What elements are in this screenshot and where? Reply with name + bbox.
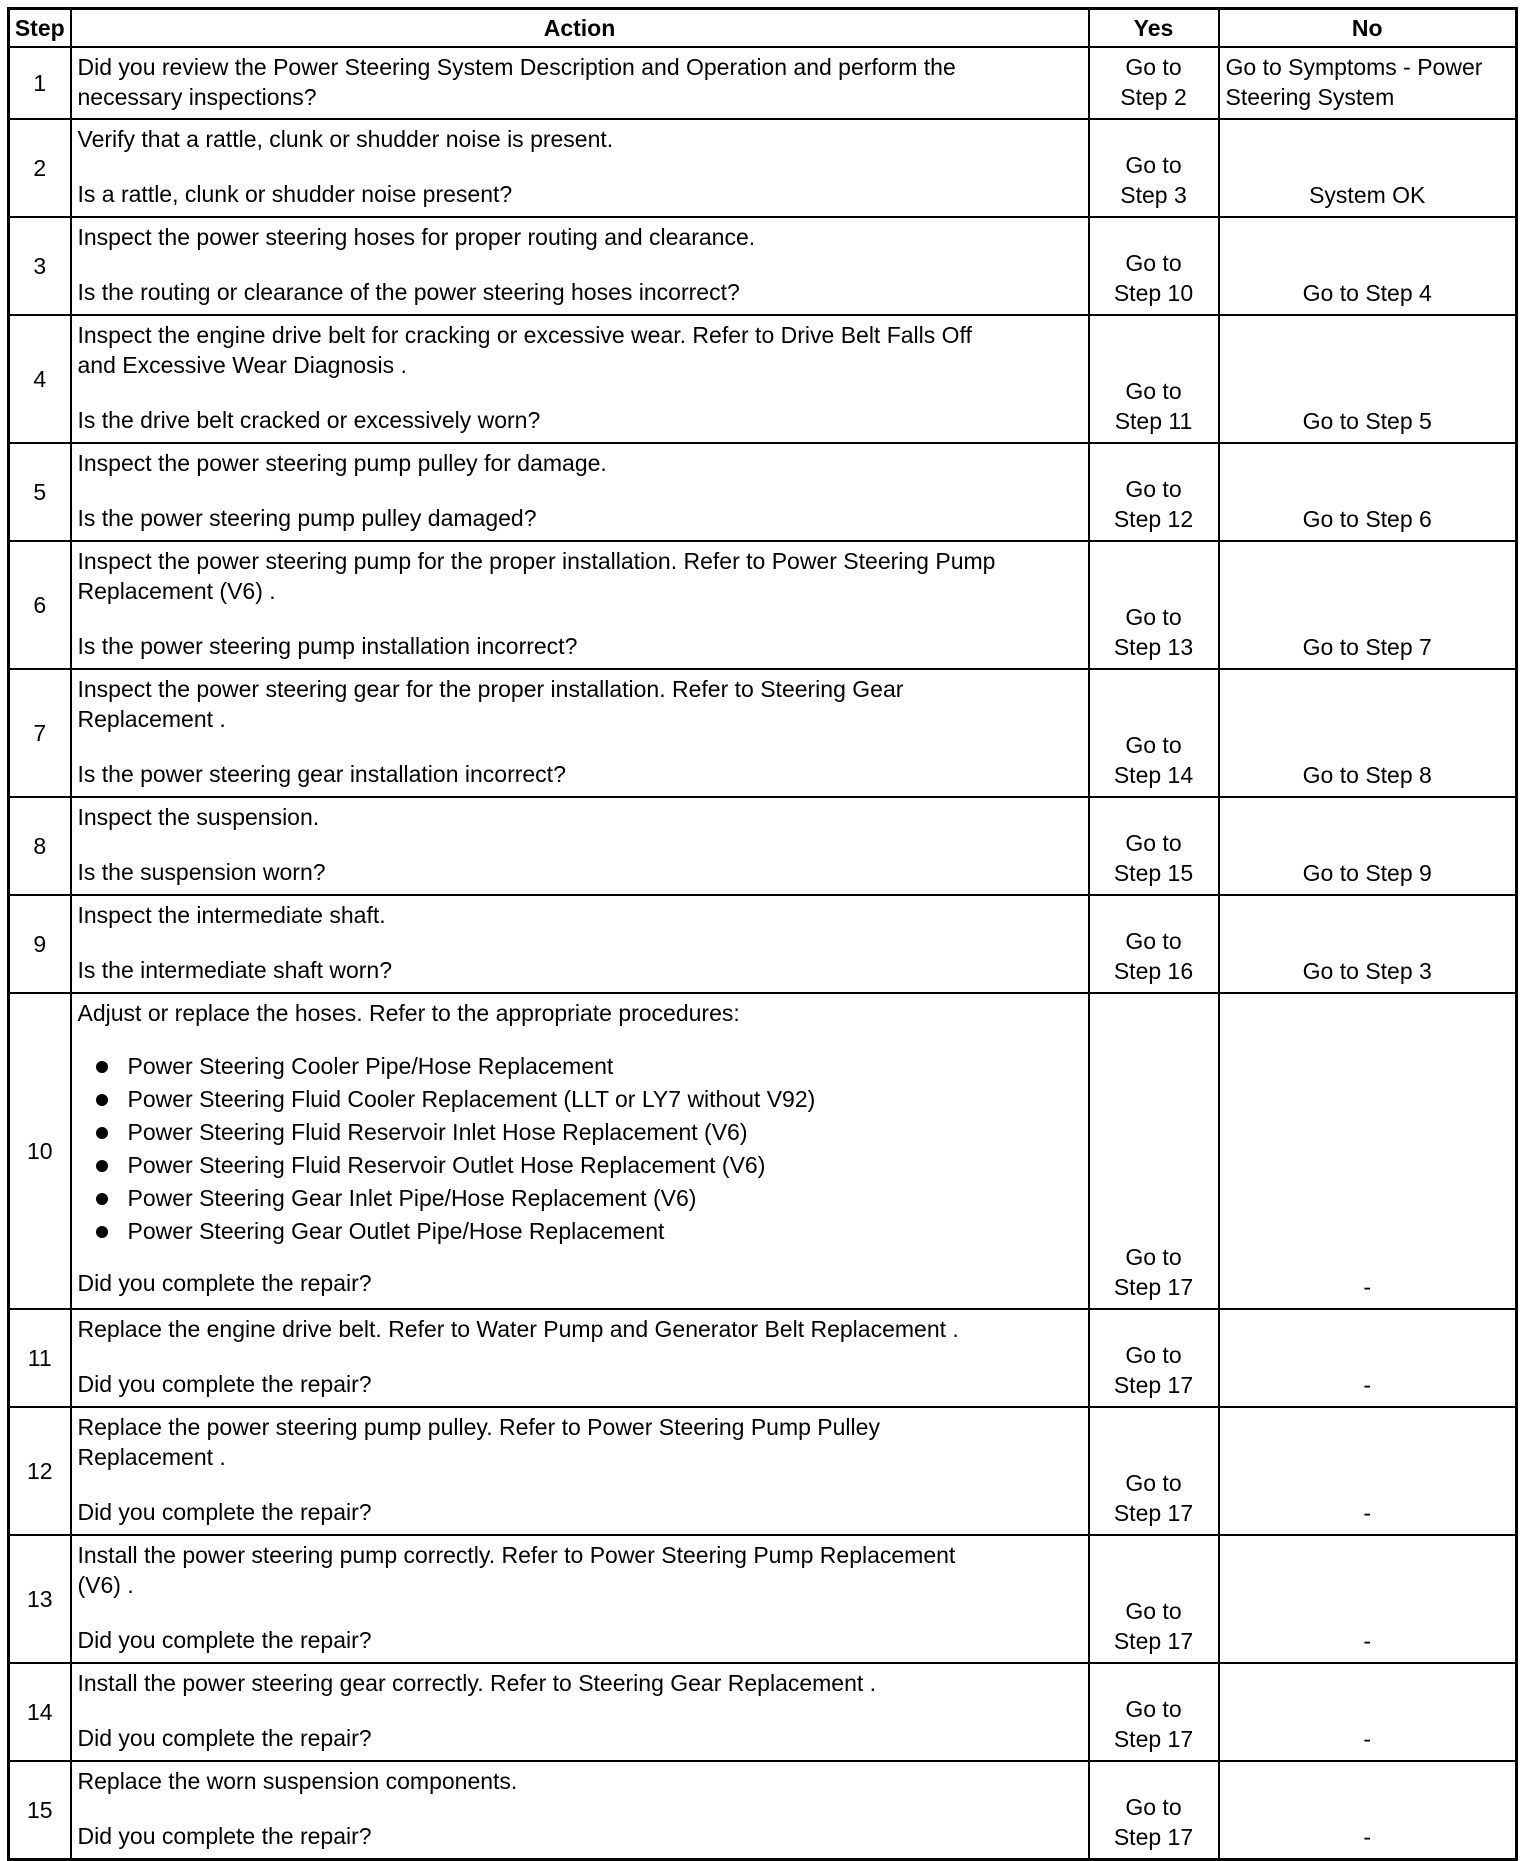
list-item-text: Power Steering Gear Inlet Pipe/Hose Replacement (V6) — [127, 1185, 697, 1211]
yes-cell — [1089, 1407, 1219, 1535]
list-item — [78, 1149, 1082, 1182]
action-question: Did you complete the repair? — [77, 1627, 372, 1653]
no-cell: - — [1219, 993, 1517, 1309]
table-row — [9, 1761, 1517, 1859]
yes-line2: Step 17 — [1113, 1372, 1194, 1398]
action-question: Did you complete the repair? — [77, 1725, 372, 1751]
header-step: Step — [9, 9, 71, 48]
yes-cell — [1089, 669, 1219, 797]
no-cell — [1219, 47, 1517, 119]
yes-line1: Go to — [1125, 1696, 1182, 1722]
yes-line1: Go to — [1125, 1342, 1182, 1368]
action-text-line2: (V6) . — [77, 1572, 134, 1598]
list-item — [78, 1050, 1082, 1083]
header-yes: Yes — [1089, 9, 1219, 48]
action-question: Is the suspension worn? — [77, 859, 326, 885]
step-number: 2 — [9, 119, 71, 217]
no-cell: - — [1219, 1535, 1517, 1663]
yes-line1: Go to — [1125, 1244, 1182, 1270]
action-question: Did you complete the repair? — [77, 1823, 372, 1849]
action-cell — [71, 1535, 1089, 1663]
step-number: 1 — [9, 47, 71, 119]
no-cell: - — [1219, 1663, 1517, 1761]
action-question: Is the drive belt cracked or excessively worn? — [77, 407, 541, 433]
yes-cell — [1089, 119, 1219, 217]
no-cell: Go to Step 7 — [1219, 541, 1517, 669]
yes-line1: Go to — [1125, 378, 1182, 404]
action-text-line1: Replace the power steering pump pulley. Refer to Power Steering Pump Pulley — [77, 1414, 880, 1440]
step-number: 15 — [9, 1761, 71, 1859]
step-number: 4 — [9, 315, 71, 443]
diagnostic-table-container — [7, 7, 1518, 1861]
yes-line2: Step 17 — [1113, 1726, 1194, 1752]
yes-line1: Go to — [1125, 54, 1182, 80]
list-item-text: Power Steering Gear Outlet Pipe/Hose Replacement — [127, 1218, 665, 1244]
table-row — [9, 119, 1517, 217]
action-text-line2: Replacement . — [77, 706, 226, 732]
table-row — [9, 797, 1517, 895]
action-cell — [71, 315, 1089, 443]
yes-cell — [1089, 443, 1219, 541]
no-cell: Go to Step 9 — [1219, 797, 1517, 895]
action-text: Adjust or replace the hoses. Refer to the appropriate procedures: — [77, 1000, 740, 1026]
yes-cell — [1089, 993, 1219, 1309]
yes-line1: Go to — [1125, 604, 1182, 630]
yes-cell — [1089, 895, 1219, 993]
yes-line2: Step 17 — [1113, 1500, 1194, 1526]
table-row — [9, 315, 1517, 443]
no-cell: Go to Step 3 — [1219, 895, 1517, 993]
yes-cell — [1089, 217, 1219, 315]
action-cell — [71, 669, 1089, 797]
action-question: Is the power steering pump pulley damaged? — [77, 505, 537, 531]
action-cell — [71, 119, 1089, 217]
list-item-text: Power Steering Cooler Pipe/Hose Replacement — [127, 1053, 614, 1079]
action-question: Is the power steering pump installation incorrect? — [77, 633, 578, 659]
list-item-text: Power Steering Fluid Reservoir Inlet Hose Replacement (V6) — [127, 1119, 748, 1145]
bullet-icon — [96, 1160, 108, 1172]
action-text: Replace the engine drive belt. Refer to Water Pump and Generator Belt Replacement . — [77, 1316, 959, 1342]
table-row — [9, 47, 1517, 119]
step-number: 11 — [9, 1309, 71, 1407]
action-text-line1: Inspect the power steering pump for the proper installation. Refer to Power Steering Pump — [77, 548, 996, 574]
no-cell: - — [1219, 1407, 1517, 1535]
table-row — [9, 1663, 1517, 1761]
table-row — [9, 217, 1517, 315]
action-text-line2: Replacement (V6) . — [77, 578, 276, 604]
table-row — [9, 669, 1517, 797]
action-cell — [71, 1407, 1089, 1535]
action-question: Is the routing or clearance of the power steering hoses incorrect? — [77, 279, 740, 305]
bullet-icon — [96, 1127, 108, 1139]
no-cell: - — [1219, 1309, 1517, 1407]
yes-cell — [1089, 797, 1219, 895]
step-number: 8 — [9, 797, 71, 895]
action-cell — [71, 895, 1089, 993]
step-number: 3 — [9, 217, 71, 315]
bullet-icon — [96, 1193, 108, 1205]
yes-cell — [1089, 1309, 1219, 1407]
no-cell: Go to Step 4 — [1219, 217, 1517, 315]
yes-line1: Go to — [1125, 152, 1182, 178]
table-row — [9, 895, 1517, 993]
yes-line2: Step 17 — [1113, 1823, 1194, 1850]
no-line1: Go to Symptoms - Power — [1225, 54, 1483, 80]
bullet-icon — [96, 1094, 108, 1106]
yes-line2: Step 17 — [1113, 1628, 1194, 1654]
action-text-line1: Inspect the engine drive belt for cracking or excessive wear. Refer to Drive Belt Falls Off — [77, 322, 972, 348]
table-row — [9, 541, 1517, 669]
action-cell — [71, 1309, 1089, 1407]
action-text-line2: Replacement . — [77, 1444, 226, 1470]
action-text: Inspect the suspension. — [77, 804, 320, 830]
step-number: 13 — [9, 1535, 71, 1663]
yes-line1: Go to — [1125, 928, 1182, 954]
yes-line1: Go to — [1125, 830, 1182, 856]
yes-line1: Go to — [1125, 1793, 1182, 1820]
list-item — [78, 1083, 1082, 1116]
yes-line2: Step 15 — [1113, 860, 1194, 886]
action-cell — [71, 217, 1089, 315]
action-text: Verify that a rattle, clunk or shudder noise is present. — [77, 126, 614, 152]
diagnostic-table — [7, 7, 1518, 1861]
action-cell — [71, 1663, 1089, 1761]
yes-line1: Go to — [1125, 476, 1182, 502]
table-row — [9, 1309, 1517, 1407]
no-cell: Go to Step 8 — [1219, 669, 1517, 797]
step-number: 7 — [9, 669, 71, 797]
action-text: Replace the worn suspension components. — [77, 1768, 518, 1794]
yes-cell — [1089, 1663, 1219, 1761]
step-number: 14 — [9, 1663, 71, 1761]
yes-cell — [1089, 47, 1219, 119]
yes-cell — [1089, 1535, 1219, 1663]
action-text: Inspect the intermediate shaft. — [77, 902, 386, 928]
step-number: 6 — [9, 541, 71, 669]
action-cell — [71, 797, 1089, 895]
action-text: Did you review the Power Steering System Description and Operation and perform the necessary inspections? — [77, 54, 956, 110]
table-row — [9, 1535, 1517, 1663]
step-number: 5 — [9, 443, 71, 541]
action-question: Did you complete the repair? — [77, 1371, 372, 1397]
no-cell: - — [1219, 1761, 1517, 1859]
action-cell — [71, 443, 1089, 541]
header-row — [9, 9, 1517, 48]
step-number: 9 — [9, 895, 71, 993]
list-item — [78, 1116, 1082, 1149]
list-item — [78, 1182, 1082, 1215]
no-line2: Steering System — [1225, 84, 1395, 110]
action-text-line2: and Excessive Wear Diagnosis . — [77, 352, 407, 378]
action-question: Is the power steering gear installation incorrect? — [77, 761, 566, 787]
action-question: Did you complete the repair? — [77, 1270, 372, 1296]
yes-line2: Step 13 — [1113, 634, 1194, 660]
header-no: No — [1219, 9, 1517, 48]
action-question: Did you complete the repair? — [77, 1499, 372, 1525]
yes-cell — [1089, 541, 1219, 669]
action-text: Install the power steering gear correctly. Refer to Steering Gear Replacement . — [77, 1670, 877, 1696]
action-cell — [71, 541, 1089, 669]
action-text-line1: Install the power steering pump correctly. Refer to Power Steering Pump Replacement — [77, 1542, 956, 1568]
bullet-icon — [96, 1226, 108, 1238]
yes-line1: Go to — [1125, 732, 1182, 758]
yes-line2: Step 11 — [1114, 408, 1193, 434]
action-cell — [71, 1761, 1089, 1859]
yes-line2: Step 10 — [1113, 280, 1194, 306]
table-row — [9, 993, 1517, 1309]
yes-line1: Go to — [1125, 1470, 1182, 1496]
yes-line2: Step 12 — [1113, 506, 1194, 532]
table-row — [9, 1407, 1517, 1535]
list-item-text: Power Steering Fluid Cooler Replacement (LLT or LY7 without V92) — [127, 1086, 816, 1112]
action-text: Inspect the power steering hoses for proper routing and clearance. — [77, 224, 756, 250]
yes-line1: Go to — [1125, 250, 1182, 276]
action-text: Inspect the power steering pump pulley for damage. — [77, 450, 607, 476]
action-question: Is a rattle, clunk or shudder noise present? — [77, 181, 513, 207]
step-number: 12 — [9, 1407, 71, 1535]
table-row — [9, 443, 1517, 541]
procedure-list — [78, 1050, 1082, 1248]
action-cell — [71, 47, 1089, 119]
yes-cell — [1089, 315, 1219, 443]
yes-line2: Step 16 — [1113, 958, 1194, 984]
yes-line2: Step 2 — [1120, 84, 1187, 110]
yes-line2: Step 14 — [1113, 762, 1194, 788]
no-cell: Go to Step 5 — [1219, 315, 1517, 443]
yes-cell — [1089, 1761, 1219, 1859]
list-item-text: Power Steering Fluid Reservoir Outlet Hose Replacement (V6) — [127, 1152, 766, 1178]
yes-line2: Step 3 — [1120, 182, 1187, 208]
action-cell — [71, 993, 1089, 1309]
yes-line2: Step 17 — [1113, 1274, 1194, 1300]
action-question: Is the intermediate shaft worn? — [77, 957, 392, 983]
list-item — [78, 1215, 1082, 1248]
header-action: Action — [71, 9, 1089, 48]
step-number: 10 — [9, 993, 71, 1309]
action-text-line1: Inspect the power steering gear for the proper installation. Refer to Steering Gear — [77, 676, 904, 702]
yes-line1: Go to — [1125, 1598, 1182, 1624]
no-cell: Go to Step 6 — [1219, 443, 1517, 541]
no-cell: System OK — [1219, 119, 1517, 217]
bullet-icon — [96, 1061, 108, 1073]
